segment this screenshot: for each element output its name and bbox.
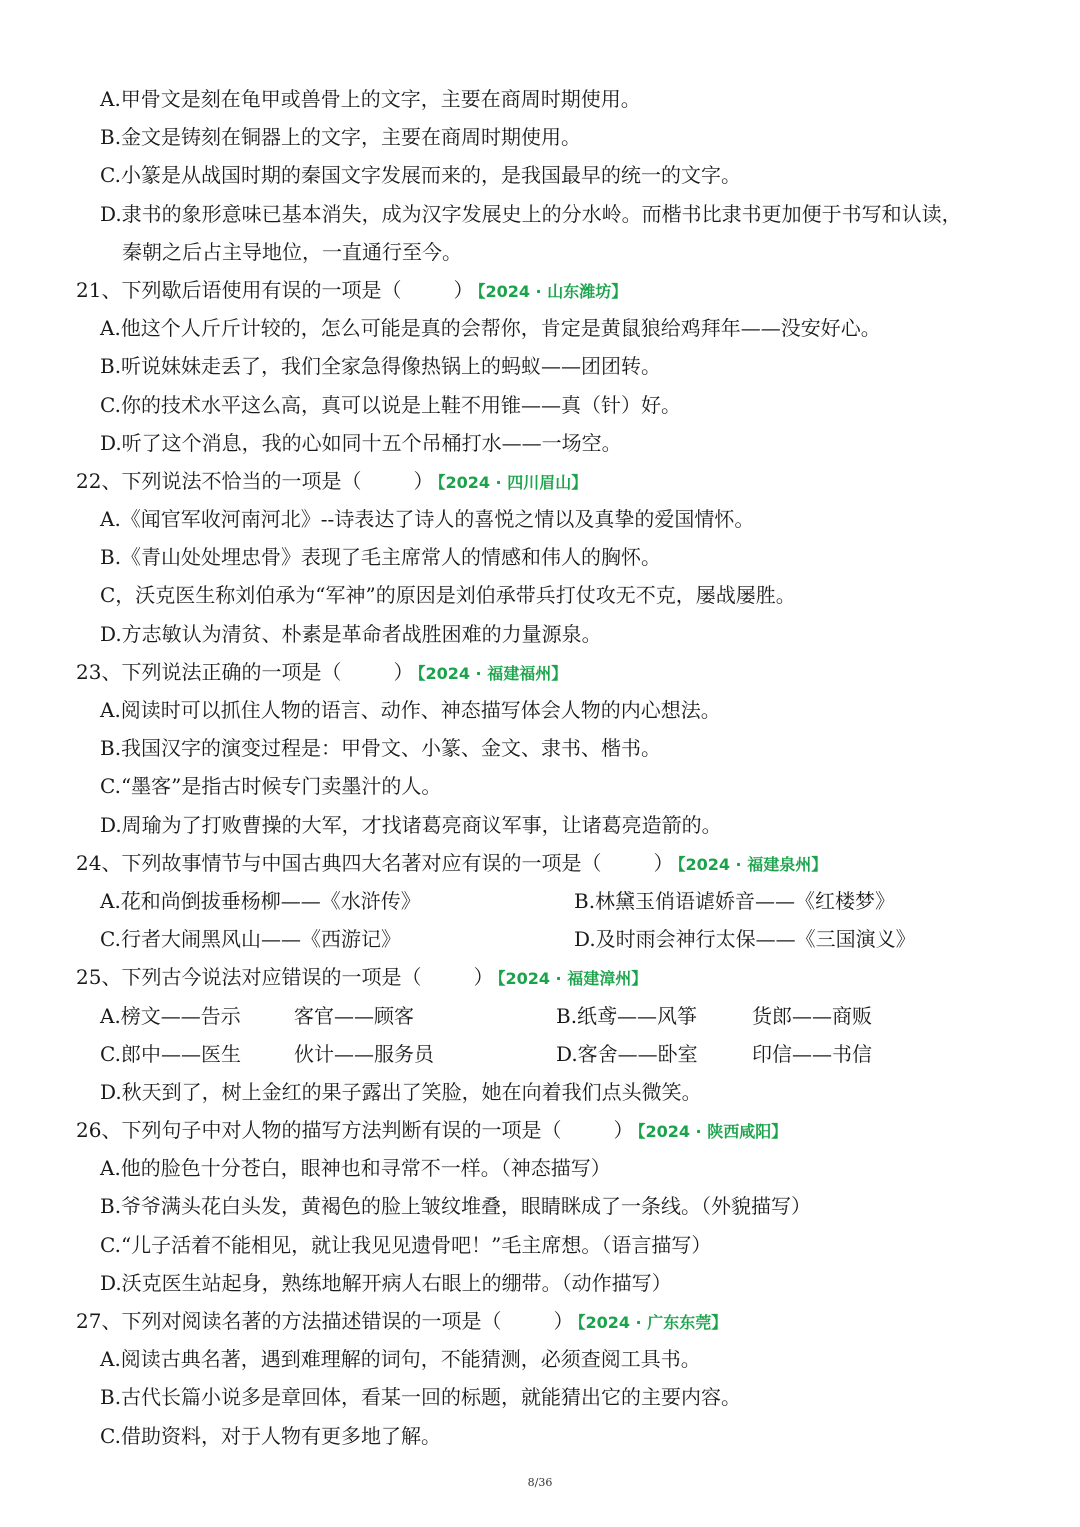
question-26: [76, 1111, 1016, 1149]
question-close-paren: ）: [413, 468, 434, 493]
option-c: C.行者大闹黑风山——《西游记》: [100, 927, 401, 952]
option-line: D.听了这个消息，我的心如同十五个吊桶打水——一场空。: [100, 430, 622, 455]
question-24: [76, 844, 1016, 882]
question-close-paren: ）: [473, 965, 494, 990]
option-line: B.《青山处处埋忠骨》表现了毛主席常人的情感和伟人的胸怀。: [100, 545, 662, 570]
source-tag: 【2024 · 福建泉州】: [677, 854, 828, 874]
page-number: 8/36: [527, 1476, 553, 1489]
question-close-paren: ）: [653, 850, 674, 875]
option-row: [76, 882, 1016, 920]
option-d-pair-2: 印信——书信: [752, 1041, 872, 1066]
option-a-pair-1: A.榜文——告示: [100, 1003, 241, 1028]
page-content: [76, 80, 1016, 1455]
option-b: B.林黛玉俏语谑娇音——《红楼梦》: [574, 888, 896, 913]
option-line: B.爷爷满头花白头发，黄褐色的脸上皱纹堆叠，眼睛眯成了一条线。（外貌描写）: [100, 1194, 812, 1219]
question-stem: 26、下列句子中对人物的描写方法判断有误的一项是（: [76, 1118, 562, 1143]
question-27: [76, 1302, 1016, 1340]
question-close-paren: ）: [613, 1118, 634, 1143]
option-line: C，沃克医生称刘伯承为“军神”的原因是刘伯承带兵打仗攻无不克，屡战屡胜。: [100, 583, 796, 608]
source-tag: 【2024 · 四川眉山】: [437, 472, 588, 492]
question-21: [76, 271, 1016, 309]
option-line: A.甲骨文是刻在龟甲或兽骨上的文字，主要在商周时期使用。: [100, 87, 641, 111]
option-a-pair-2: 客官——顾客: [294, 1003, 414, 1028]
option-line: C.借助资料，对于人物有更多地了解。: [100, 1423, 441, 1448]
option-c-pair-2: 伙计——服务员: [294, 1041, 434, 1066]
option-line: C.小篆是从战国时期的秦国文字发展而来的，是我国最早的统一的文字。: [100, 163, 741, 188]
option-line: B.听说妹妹走丢了，我们全家急得像热锅上的蚂蚁——团团转。: [100, 354, 662, 379]
question-stem: 23、下列说法正确的一项是（: [76, 659, 342, 684]
source-tag: 【2024 · 陕西咸阳】: [637, 1122, 788, 1142]
option-line: A.阅读时可以抓住人物的语言、动作、神态描写体会人物的内心想法。: [100, 698, 721, 722]
question-close-paren: ）: [453, 277, 474, 302]
question-23: [76, 653, 1016, 691]
option-line: D.周瑜为了打败曹操的大军，才找诸葛亮商议军事，让诸葛亮造箭的。: [100, 812, 722, 837]
source-tag: 【2024 · 福建福州】: [417, 663, 568, 683]
option-line: B.我国汉字的演变过程是：甲骨文、小篆、金文、隶书、楷书。: [100, 736, 662, 761]
question-stem: 27、下列对阅读名著的方法描述错误的一项是（: [76, 1309, 502, 1333]
question-25: [76, 958, 1016, 996]
option-b-pair-2: 货郎——商贩: [752, 1003, 872, 1028]
option-row: [76, 1035, 1016, 1073]
option-row: [76, 997, 1016, 1035]
question-stem: 24、下列故事情节与中国古典四大名著对应有误的一项是（: [76, 850, 602, 875]
question-stem: 21、下列歇后语使用有误的一项是（: [76, 277, 402, 302]
option-line: A.《闻官军收河南河北》--诗表达了诗人的喜悦之情以及真挚的爱国情怀。: [100, 507, 755, 532]
option-line: A.他这个人斤斤计较的，怎么可能是真的会帮你，肯定是黄鼠狼给鸡拜年——没安好心。: [100, 316, 881, 341]
option-line: D.秋天到了，树上金红的果子露出了笑脸，她在向着我们点头微笑。: [100, 1079, 702, 1104]
option-b-pair-1: B.纸鸢——风筝: [556, 1003, 698, 1028]
option-line: B.古代长篇小说多是章回体，看某一回的标题，就能猜出它的主要内容。: [100, 1385, 742, 1410]
option-line: A.阅读古典名著，遇到难理解的词句，不能猜测，必须查阅工具书。: [100, 1347, 701, 1372]
option-line: B.金文是铸刻在铜器上的文字，主要在商周时期使用。: [100, 125, 582, 150]
source-tag: 【2024 · 广东东莞】: [577, 1313, 728, 1332]
option-a: A.花和尚倒拔垂杨柳——《水浒传》: [100, 888, 421, 913]
option-continuation: 秦朝之后占主导地位，一直通行至今。: [122, 239, 462, 264]
question-22: [76, 462, 1016, 500]
option-line: A.他的脸色十分苍白，眼神也和寻常不一样。（神态描写）: [100, 1156, 611, 1181]
question-close-paren: ）: [553, 1309, 574, 1333]
option-d-pair-1: D.客舍——卧室: [556, 1041, 698, 1066]
option-c-pair-1: C.郎中——医生: [100, 1041, 241, 1066]
question-stem: 22、下列说法不恰当的一项是（: [76, 468, 362, 493]
option-line: C.“儿子活着不能相见，就让我见见遗骨吧！”毛主席想。（语言描写）: [100, 1232, 712, 1257]
option-line: C.你的技术水平这么高，真可以说是上鞋不用锥——真（针）好。: [100, 392, 681, 417]
option-line: D.方志敏认为清贫、朴素是革命者战胜困难的力量源泉。: [100, 621, 602, 646]
option-row: [76, 920, 1016, 958]
option-line: D.隶书的象形意味已基本消失，成为汉字发展史上的分水岭。而楷书比隶书更加便于书写和认读，: [100, 201, 962, 226]
question-close-paren: ）: [393, 659, 414, 684]
option-d: D.及时雨会神行太保——《三国演义》: [574, 927, 916, 952]
option-line: C.“墨客”是指古时候专门卖墨汁的人。: [100, 774, 442, 799]
option-line: D.沃克医生站起身，熟练地解开病人右眼上的绷带。（动作描写）: [100, 1270, 672, 1295]
source-tag: 【2024 · 福建漳州】: [497, 969, 648, 989]
question-stem: 25、下列古今说法对应错误的一项是（: [76, 965, 422, 990]
source-tag: 【2024 · 山东潍坊】: [477, 281, 628, 301]
